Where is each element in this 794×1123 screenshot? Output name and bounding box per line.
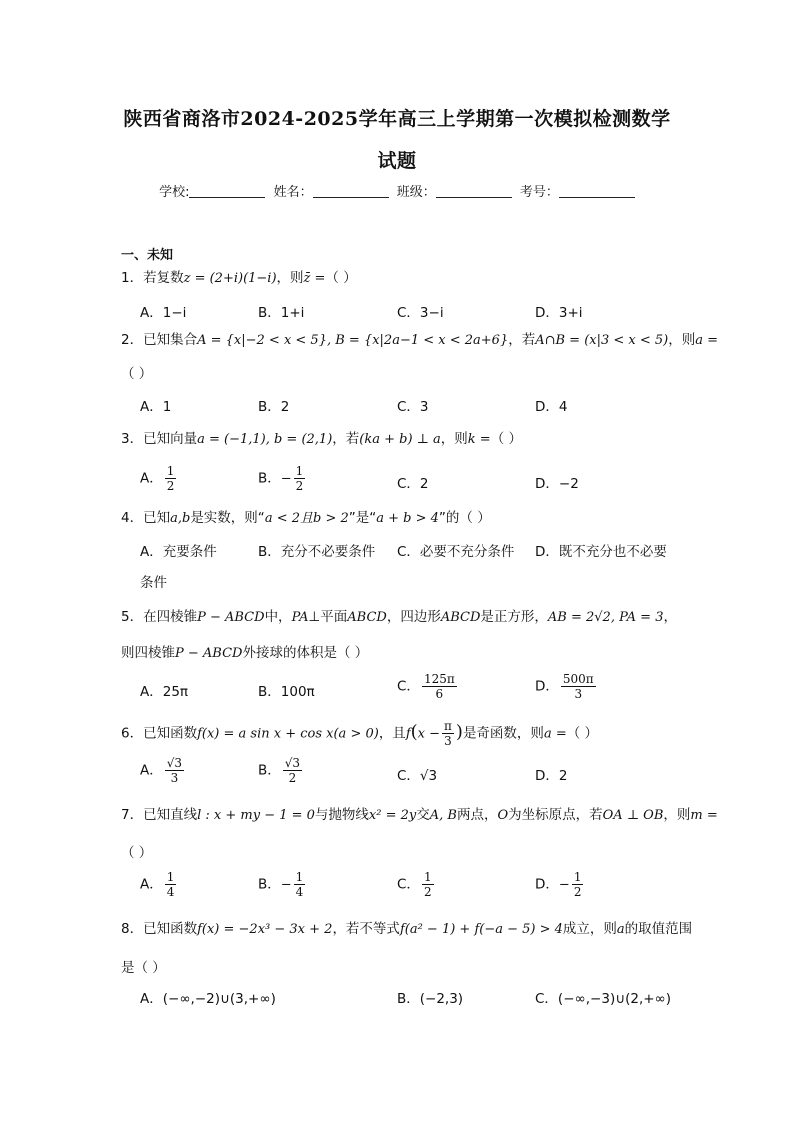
section-heading: 一、未知 <box>121 248 174 263</box>
fraction: $\frac{1}{2}$ <box>573 870 582 899</box>
fraction: $\frac{500\pi}{3}$ <box>562 672 594 701</box>
question-4: 4．已知a,b是实数，则“a < 2且b > 2”是“a + b > 4”的（ ） <box>121 510 491 526</box>
option-b[interactable]: B．− $\frac{1}{2}$ <box>258 464 304 493</box>
question-6: 6．已知函数f(x) = a sin x + cos x(a > 0)，且f(x − $\frac{\pi}{3}$ )是奇函数，则a =（ ） <box>121 719 599 748</box>
exam-number-blank[interactable] <box>559 185 635 198</box>
question-8-continuation: 是（ ） <box>121 960 166 976</box>
question-2: 2．已知集合A = {x|−2 < x < 5}, B = {x|2a−1 < x < 2a+6}，若A∩B = (x|3 < x < 5)，则a = <box>121 332 719 348</box>
option-d[interactable]: D． $\frac{500\pi}{3}$ <box>535 672 594 701</box>
fraction: $\frac{1}{2}$ <box>423 870 432 899</box>
option-a[interactable]: A．1−i <box>140 305 187 321</box>
question-1: 1．若复数z = (2+i)(1−i)，则z̄ =（ ） <box>121 270 357 286</box>
option-a[interactable]: A． $\frac{1}{2}$ <box>140 464 175 493</box>
fraction: $\frac{√3}{2}$ <box>284 756 301 785</box>
question-3: 3．已知向量a = (−1,1), b = (2,1)，若(ka + b) ⊥ a，则k =（ ） <box>121 431 522 447</box>
name-field: 姓名： <box>274 181 389 200</box>
option-b[interactable]: B．100π <box>258 684 315 700</box>
fraction: $\frac{√3}{3}$ <box>166 756 183 785</box>
fraction: $\frac{1}{2}$ <box>295 464 304 493</box>
fraction: $\frac{125\pi}{6}$ <box>423 672 455 701</box>
fraction: $\frac{1}{2}$ <box>166 464 175 493</box>
option-c[interactable]: C． $\frac{1}{2}$ <box>397 870 432 899</box>
question-5-continuation: 则四棱锥P − ABCD外接球的体积是（ ） <box>121 645 369 661</box>
option-a[interactable]: A． $\frac{√3}{3}$ <box>140 756 183 785</box>
option-b[interactable]: B．1+i <box>258 305 305 321</box>
option-c[interactable]: C．3−i <box>397 305 444 321</box>
option-c[interactable]: C．(−∞,−3)∪(2,+∞) <box>535 991 672 1007</box>
question-5: 5．在四棱锥P − ABCD中，PA⊥平面ABCD，四边形ABCD是正方形，AB = 2√2, PA = 3， <box>121 609 677 625</box>
option-b[interactable]: B．(−2,3) <box>397 991 464 1007</box>
option-c[interactable]: C．3 <box>397 399 429 415</box>
name-blank[interactable] <box>313 185 389 198</box>
fraction: $\frac{1}{4}$ <box>166 870 175 899</box>
question-8: 8．已知函数f(x) = −2x³ − 3x + 2，若不等式f(a² − 1) + f(−a − 5) > 4成立，则a的取值范围 <box>121 921 693 937</box>
fraction: $\frac{\pi}{3}$ <box>444 719 452 748</box>
option-b[interactable]: B． $\frac{√3}{2}$ <box>258 756 301 785</box>
option-d[interactable]: D．2 <box>535 768 568 784</box>
option-c[interactable]: C．√3 <box>397 768 438 784</box>
option-a[interactable]: A．(−∞,−2)∪(3,+∞) <box>140 991 276 1007</box>
option-b[interactable]: B．− $\frac{1}{4}$ <box>258 870 304 899</box>
option-d[interactable]: D．−2 <box>535 476 579 492</box>
option-a[interactable]: A．充要条件 <box>140 544 217 560</box>
exam-number-field: 考号： <box>520 181 635 200</box>
question-2-continuation: （ ） <box>121 366 153 382</box>
option-d-continuation: 条件 <box>140 575 167 591</box>
question-7: 7．已知直线l : x + my − 1 = 0与抛物线x² = 2y交A, B两点，O为坐标原点，若OA ⊥ OB，则m = <box>121 807 718 823</box>
class-field: 班级： <box>397 181 512 200</box>
option-b[interactable]: B．2 <box>258 399 290 415</box>
option-d[interactable]: D．− $\frac{1}{2}$ <box>535 870 582 899</box>
option-d[interactable]: D．既不充分也不必要 <box>535 544 667 560</box>
exam-title-line-1: 陕西省商洛市2024-2025学年高三上学期第一次模拟检测数学 <box>123 108 671 130</box>
option-c[interactable]: C．必要不充分条件 <box>397 544 515 560</box>
school-field: 学校: <box>159 181 265 200</box>
exam-title-line-2: 试题 <box>377 150 417 172</box>
class-blank[interactable] <box>436 185 512 198</box>
option-c[interactable]: C．2 <box>397 476 429 492</box>
school-blank[interactable] <box>189 185 265 198</box>
option-c[interactable]: C． $\frac{125\pi}{6}$ <box>397 672 455 701</box>
option-b[interactable]: B．充分不必要条件 <box>258 544 376 560</box>
student-info-row <box>0 181 794 200</box>
option-d[interactable]: D．4 <box>535 399 568 415</box>
option-a[interactable]: A．1 <box>140 399 172 415</box>
question-7-continuation: （ ） <box>121 845 153 861</box>
option-d[interactable]: D．3+i <box>535 305 583 321</box>
fraction: $\frac{1}{4}$ <box>295 870 304 899</box>
option-a[interactable]: A． $\frac{1}{4}$ <box>140 870 175 899</box>
option-a[interactable]: A．25π <box>140 684 189 700</box>
